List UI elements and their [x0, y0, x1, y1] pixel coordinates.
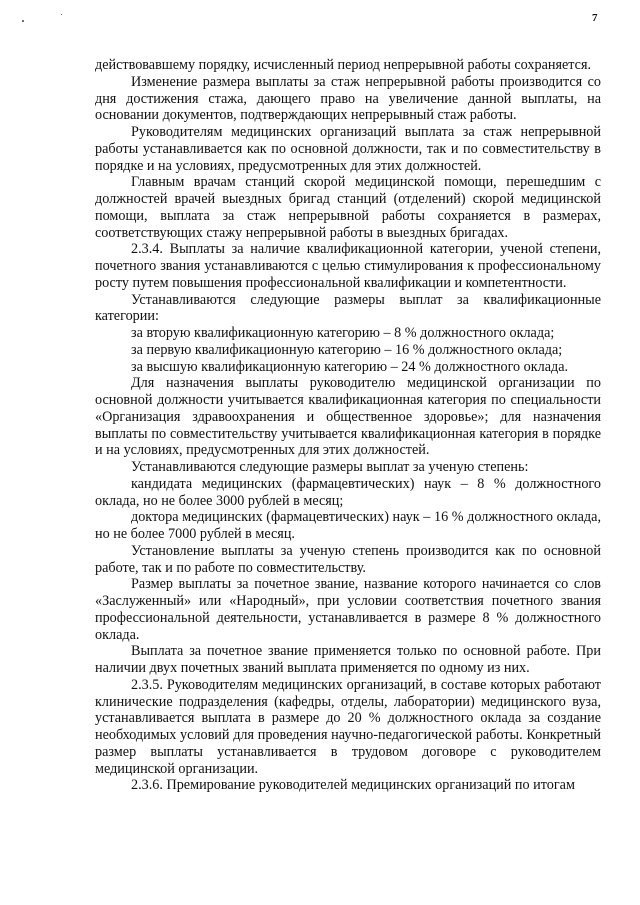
paragraph: Главным врачам станций скорой медицинской помощи, перешедшим с должностей врачей выездных бригад станций (отделений) скорой медицинской помощи, выплата за стаж непрерывной работы сохраняется в размерах, соответствующих стажу непрерывной работы в выездных бригадах.: [95, 174, 601, 241]
list-item: за вторую квалификационную категорию – 8 % должностного оклада;: [131, 325, 555, 341]
page-number: 7: [592, 12, 598, 24]
paragraph: 2.3.4. Выплаты за наличие квалификационной категории, ученой степени, почетного звания устанавливаются с целью стимулирования к профессиональному росту путем повышения профессиональной квалификации и компетентности.: [95, 241, 601, 291]
paragraph: 2.3.6. Премирование руководителей медицинских организаций по итогам: [131, 777, 575, 794]
paragraph: действовавшему порядку, исчисленный период непрерывной работы сохраняется.: [95, 57, 592, 73]
scan-artifact: [22, 20, 24, 22]
paragraph: Установление выплаты за ученую степень производится как по основной работе, так и по работе по совместительству.: [95, 542, 601, 576]
paragraph: доктора медицинских (фармацевтических) наук – 16 % должностного оклада, но не более 7000 рублей в месяц.: [95, 509, 601, 542]
scan-artifact: [61, 14, 62, 15]
paragraph: Выплата за почетное звание применяется только по основной работе. При наличии двух почетных званий выплата применяется по одному из них.: [95, 643, 601, 676]
document-body: [95, 57, 601, 794]
list-item: за высшую квалификационную категорию – 24 % должностного оклада.: [131, 358, 569, 375]
paragraph: кандидата медицинских (фармацевтических) наук – 8 % должностного оклада, но не более 3000 рублей в месяц;: [95, 475, 601, 509]
paragraph: Размер выплаты за почетное звание, название которого начинается со слов «Заслуженный» или «Народный», при условии соответствия почетного звания профессиональной деятельности, устанавливается в размере 8 % должностного оклада.: [95, 576, 601, 643]
paragraph: Устанавливаются следующие размеры выплат за квалификационные категории:: [95, 291, 601, 325]
paragraph: 2.3.5. Руководителям медицинских организаций, в составе которых работают клинические подразделения (кафедры, отделы, лаборатории) медицинского вуза, устанавливается выплата в размере до 20 % должностного оклада за создание необходимых условий для проведения научно-педагогической работы. Конкретный размер выплаты устанавливается в трудовом договоре с руководителем медицинской организации.: [95, 676, 601, 777]
paragraph: Устанавливаются следующие размеры выплат за ученую степень:: [131, 459, 529, 475]
paragraph: Руководителям медицинских организаций выплата за стаж непрерывной работы устанавливается как по основной должности, так и по совместительству в порядке и на условиях, предусмотренных для этих должностей.: [95, 124, 601, 174]
list-item: за первую квалификационную категорию – 16 % должностного оклада;: [131, 341, 563, 358]
paragraph: Изменение размера выплаты за стаж непрерывной работы производится со дня достижения стажа, дающего право на увеличение данной выплаты, на основании документов, подтверждающих непрерывный стаж работы.: [95, 73, 601, 124]
paragraph: Для назначения выплаты руководителю медицинской организации по основной должности учитывается квалификационная категория по специальности «Организация здравоохранения и общественное здоровье»; для назначения выплаты по совместительству учитывается квалификационная категория в порядке и на условиях, предусмотренных для этих должностей.: [95, 375, 601, 459]
